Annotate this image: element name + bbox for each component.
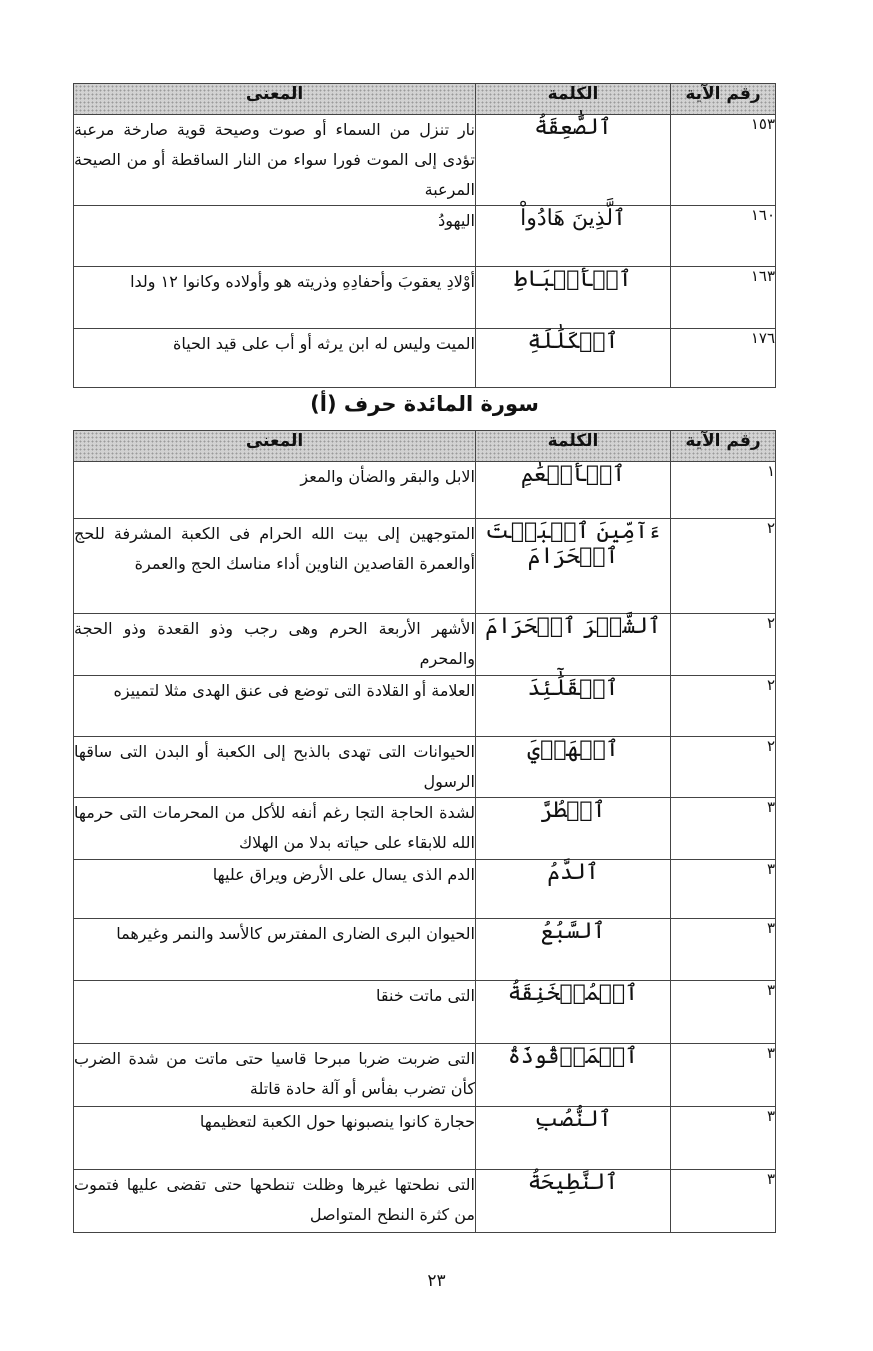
- table-row: [74, 1044, 776, 1107]
- word-meaning: اليهودُ: [74, 206, 476, 267]
- quran-word: ٱلشَّهۡرَ ٱلۡحَرَامَ: [476, 614, 671, 676]
- word-meaning: التى ماتت خنقا: [74, 981, 476, 1044]
- word-meaning: نار تنزل من السماء أو صوت وصيحة قوية صارخة مرعبة تؤدى إلى الموت فورا سواء من النار الساقطة أو من الصيحة المرعبة: [74, 115, 476, 206]
- quran-word: ٱلۡمُنۡخَنِقَةُ: [476, 981, 671, 1044]
- quran-word: ٱلنَّطِيحَةُ: [476, 1170, 671, 1233]
- quran-word: ٱلصَّٰعِقَةُ: [476, 115, 671, 206]
- word-meaning: لشدة الحاجة التجا رغم أنفه للأكل من المحرمات التى حرمها الله للابقاء على حياته بدلا من الهلاك: [74, 798, 476, 860]
- table-row: [74, 860, 776, 919]
- page-number: ٢٣: [427, 1271, 446, 1291]
- quran-word: ٱلَّذِينَ هَادُواْ: [476, 206, 671, 267]
- table-row: [74, 329, 776, 388]
- verse-number: ٢: [671, 614, 776, 676]
- word-meaning: الابل والبقر والضأن والمعز: [74, 462, 476, 519]
- verse-number: ٣: [671, 1107, 776, 1170]
- column-header-meaning: المعنى: [74, 84, 476, 115]
- verse-number: ٣: [671, 798, 776, 860]
- word-meaning: الدم الذى يسال على الأرض ويراق عليها: [74, 860, 476, 919]
- quran-word: ٱلنُّصُبِ: [476, 1107, 671, 1170]
- table-row: [74, 1107, 776, 1170]
- section-title: سورة المائدة حرف (أ): [310, 392, 539, 416]
- quran-word: ٱلۡقَلَٰٓئِدَ: [476, 676, 671, 737]
- verse-number: ٢: [671, 676, 776, 737]
- verse-number: ٢: [671, 519, 776, 614]
- verse-number: ٣: [671, 860, 776, 919]
- word-meaning: الحيوانات التى تهدى بالذبح إلى الكعبة أو البدن التى ساقها الرسول: [74, 737, 476, 798]
- word-meaning: أوْلادِ يعقوبَ وأحفادِهِ وذريته هو وأولاده وكانوا ١٢ ولدا: [74, 267, 476, 329]
- table-row: [74, 737, 776, 798]
- table-row: [74, 462, 776, 519]
- word-meaning: التى نطحتها غيرها وظلت تنطحها حتى تقضى عليها فتموت من كثرة النطح المتواصل: [74, 1170, 476, 1233]
- quran-word: ٱلدَّمُ: [476, 860, 671, 919]
- table-header-row: [74, 431, 776, 462]
- table-row: [74, 267, 776, 329]
- quran-word: ٱلۡأَسۡبَاطِ: [476, 267, 671, 329]
- word-meaning: العلامة أو القلادة التى توضع فى عنق الهدى مثلا لتمييزه: [74, 676, 476, 737]
- verse-number: ٢: [671, 737, 776, 798]
- table-row: [74, 798, 776, 860]
- column-header-word: الكلمة: [476, 84, 671, 115]
- word-meaning: حجارة كانوا ينصبونها حول الكعبة لتعظيمها: [74, 1107, 476, 1170]
- column-header-verse-number: رقم الآية: [671, 84, 776, 115]
- verse-number: ٣: [671, 919, 776, 981]
- quran-word: ٱضۡطُرَّ: [476, 798, 671, 860]
- table-row: [74, 115, 776, 206]
- quran-word: ٱلسَّبُعُ: [476, 919, 671, 981]
- table-row: [74, 919, 776, 981]
- table-header-row: [74, 84, 776, 115]
- quran-word: ٱلۡهَدۡيَ: [476, 737, 671, 798]
- verse-number: ١: [671, 462, 776, 519]
- column-header-meaning: المعنى: [74, 431, 476, 462]
- verse-number: ٣: [671, 1170, 776, 1233]
- word-meaning: الحيوان البرى الضارى المفترس كالأسد والنمر وغيرهما: [74, 919, 476, 981]
- word-meaning: المتوجهين إلى بيت الله الحرام فى الكعبة المشرفة للحج أوالعمرة القاصدين الناوين أداء مناسك الحج والعمرة: [74, 519, 476, 614]
- quran-word: ءَآمِّينَ ٱلۡبَيۡتَ ٱلۡحَرَامَ: [476, 519, 671, 614]
- verse-number: ٣: [671, 1044, 776, 1107]
- glossary-table-previous-surah: [73, 83, 776, 388]
- verse-number: ١٦٠: [671, 206, 776, 267]
- quran-word: ٱلۡكَلَٰلَةِ: [476, 329, 671, 388]
- word-meaning: الأشهر الأربعة الحرم وهى رجب وذو القعدة وذو الحجة والمحرم: [74, 614, 476, 676]
- quran-word: ٱلۡأَنۡعَٰمِ: [476, 462, 671, 519]
- table-row: [74, 981, 776, 1044]
- quran-word: ٱلۡمَوۡقُوذَةُ: [476, 1044, 671, 1107]
- verse-number: ٣: [671, 981, 776, 1044]
- glossary-table-al-maidah: [73, 430, 776, 1233]
- table-row: [74, 206, 776, 267]
- table-row: [74, 519, 776, 614]
- table-row: [74, 676, 776, 737]
- column-header-verse-number: رقم الآية: [671, 431, 776, 462]
- table-row: [74, 614, 776, 676]
- word-meaning: الميت وليس له ابن يرثه أو أب على قيد الحياة: [74, 329, 476, 388]
- word-meaning: التى ضربت ضربا مبرحا قاسيا حتى ماتت من شدة الضرب كأن تضرب بفأس أو آلة حادة قاتلة: [74, 1044, 476, 1107]
- verse-number: ١٧٦: [671, 329, 776, 388]
- column-header-word: الكلمة: [476, 431, 671, 462]
- verse-number: ١٥٣: [671, 115, 776, 206]
- table-row: [74, 1170, 776, 1233]
- verse-number: ١٦٣: [671, 267, 776, 329]
